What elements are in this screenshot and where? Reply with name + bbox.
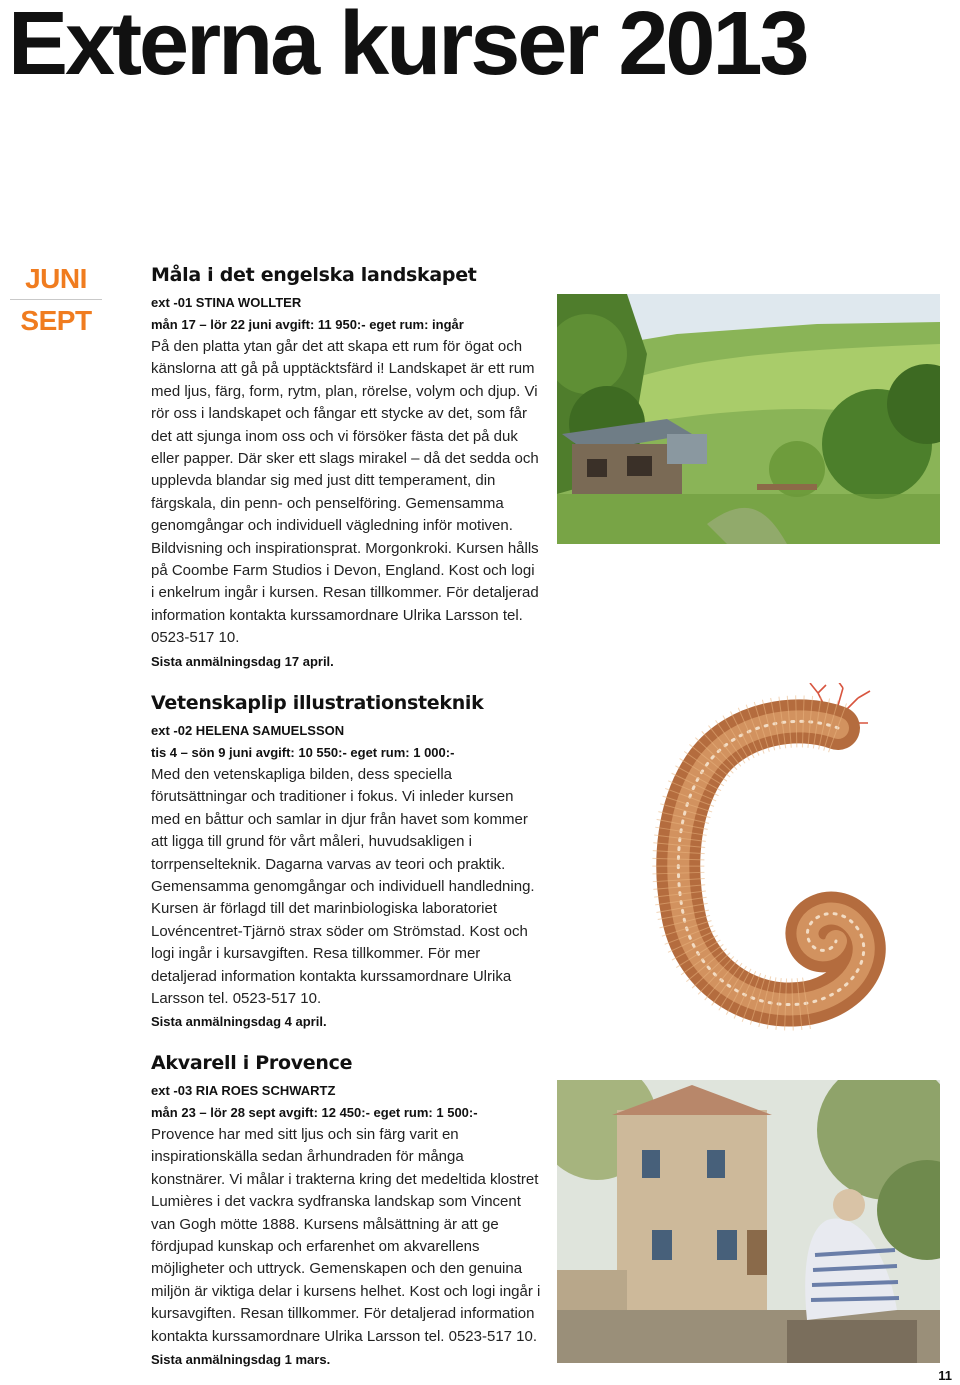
provence-village-photo (557, 1080, 940, 1363)
course-dates-fee: mån 23 – lör 28 sept avgift: 12 450:- eget rum: 1 500:- (151, 1105, 478, 1120)
course-title: Akvarell i Provence (151, 1052, 353, 1074)
course-dates-fee: mån 17 – lör 22 juni avgift: 11 950:- eget rum: ingår (151, 317, 464, 332)
month-sept: SEPT (20, 305, 92, 336)
page-number: 11 (938, 1368, 952, 1383)
course-code-teacher: ext -01 STINA WOLLTER (151, 295, 302, 310)
month-juni: JUNI (25, 263, 87, 294)
devon-farm-photo (557, 294, 940, 544)
month-labels (10, 262, 102, 338)
month-divider (10, 299, 102, 300)
course-code-teacher: ext -02 HELENA SAMUELSSON (151, 723, 345, 738)
course-title: Vetenskaplip illustrationsteknik (151, 692, 484, 714)
course-deadline: Sista anmälningsdag 17 april. (151, 653, 334, 669)
page-title: Externa kurser 2013 (8, 0, 807, 94)
course-code-teacher: ext -03 RIA ROES SCHWARTZ (151, 1083, 336, 1098)
course-deadline: Sista anmälningsdag 1 mars. (151, 1352, 331, 1368)
course-ext-01 (151, 262, 541, 673)
course-description: Med den vetenskapliga bilden, dess speciella förutsättningar och traditioner i fokus. Vi inleder kursen med en båttur och samlar in djur från havet som kommer att ligga till grund för vårt måleri, huvudsakligen i torrpenselteknik. Dagarna varvas av teori och praktik. Gemensamma genomgångar och individuell handledning. Kursen är förlagd till det marinbiologiska laboratoriet Lovéncentret-Tjärnö strax söder om Strömstad. Kost och logi ingår i kursavgiften. Resa tillkommer. För mer detaljerad information kontakta kurssamordnare Ulrika Larsson tel. 0523-517 10. (151, 766, 535, 1008)
marine-worm-illustration (588, 683, 960, 1048)
course-ext-03 (151, 1050, 541, 1371)
course-ext-02 (151, 690, 541, 1033)
course-dates-fee: tis 4 – sön 9 juni avgift: 10 550:- eget rum: 1 000:- (151, 745, 455, 760)
course-title: Måla i det engelska landskapet (151, 264, 477, 286)
course-description: På den platta ytan går det att skapa ett rum för ögat och känslorna att gå på upptäcktsfärd i! Landskapet är ett rum med ljus, färg, form, rytm, plan, rörelse, volym och djup. Vi rör oss i landskapet och fångar ett stycke av det, som får det att sjunga inom oss och vi försöker fästa det på duk eller papper. Där sker ett slags mirakel – då det sedda och upplevda blandar sig med just ditt temperament, din färgskala, din penn- och penselföring. Gemensamma genomgångar och individuell vägledning inför motiven. Bildvisning och inspirationsprat. Morgonkroki. Kursen hålls på Coombe Farm Studios i Devon, England. Kost och logi i enkelrum ingår i kursen. Resan tillkommer. För detaljerad information kontakta kurssamordnare Ulrika Larsson tel. 0523-517 10. (151, 338, 539, 647)
course-description: Provence har med sitt ljus och sin färg varit en inspirationskälla sedan århundraden för många konstnärer. Vi målar i trakterna kring det medeltida klostret Lumières i det vackra sydfranska landskap som Vincent van Gogh mötte 1888. Kursens målsättning är att ge fördjupad kunskap och erfarenhet om akvarellens möjligheter och uttryck. Gemenskapen och den genuina miljön är viktiga delar i kursens helhet. Kost och logi ingår i kursavgiften. Resan tillkommer. För detaljerad information kontakta kurssamordnare Ulrika Larsson tel. 0523-517 10. (151, 1126, 541, 1345)
course-deadline: Sista anmälningsdag 4 april. (151, 1014, 327, 1030)
